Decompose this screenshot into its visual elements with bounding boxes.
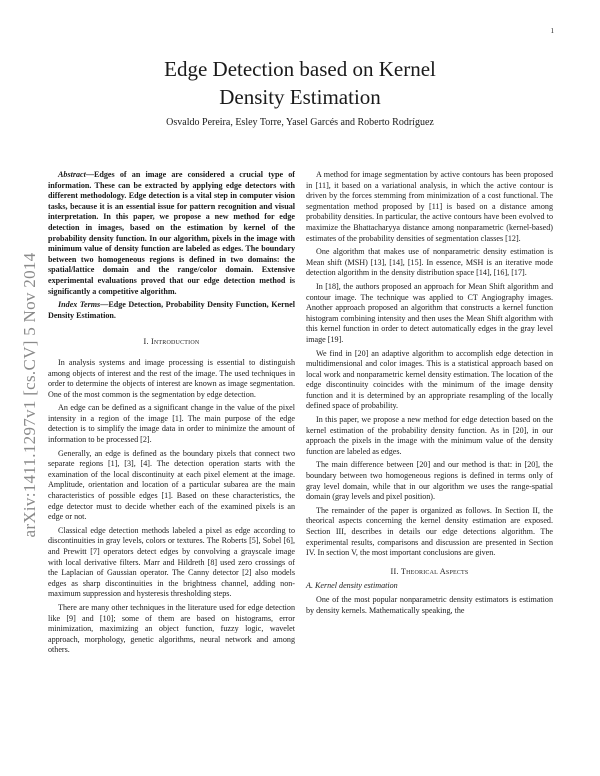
paragraph: Classical edge detection methods labeled a pixel as edge according to discontinuities in gray levels, colors or textures. The Roberts [5], Sobel [6], and Prewitt [7] operators detect edges by convolving a grayscale image with local derivative filters. Marr and Hildreth [8] used zero crossings of the Laplacian of Gaussian operator. The Canny detector [2] also models edges as sharp discontinuities in the brightness channel, adding non-maximum suppression and hysteresis thresholding steps. [48, 525, 295, 599]
title-line-2: Density Estimation [219, 85, 381, 109]
paragraph: A method for image segmentation by active contours has been proposed in [11], it based on a variational analysis, in which the active contour is driven by the forces stemming from minimization of a cost functional. The segmentation method proposed by [11] is based on a distance among probability densities. In particular, the active contours have been evolved to maximize the Bhattacharyya distance among nonparametric (kernel-based) estimates of the probability densities of segmentation classes [12]. [306, 170, 553, 243]
paragraph: In analysis systems and image processing is essential to distinguish among objects of interest and the rest of the image. The used techniques in order to determine the objects of interest are known as image segmentation. One of the most common is the segmentation by edge detection. [48, 357, 295, 399]
index-terms-text: —Edge Detection, Probability Density Function, Kernel Density Estimation. [48, 300, 296, 320]
index-terms-label: Index Terms [58, 300, 101, 310]
section-heading-introduction [48, 337, 295, 348]
paragraph: There are many other techniques in the literature used for edge detection like [9] and [10]; some of them are based on histograms, error minimization, maximizing an object function, fuzzy logic, wavelet approach, morphology, genetic algorithms, neural network and among others. [48, 602, 295, 655]
paragraph: One algorithm that makes use of nonparametric density estimation is Mean shift (MSH) [13], [14], [15]. In essence, MSH is an iterative mode detection algorithm in the density distribution space [14], [16], [17]. [306, 247, 553, 278]
paragraph: In [18], the authors proposed an approach for Mean Shift algorithm and contour image. The technique was applied to CT Angiography images. Another approach proposed an algorithm that constructs a kernel function histogram combining intensity and then uses the Mean Shift algorithm with this kernel function in order to detect automatically edges in the gray level image [19]. [306, 281, 553, 344]
section-number: II. [390, 566, 401, 576]
section-title: Introduction [150, 337, 200, 347]
arxiv-identifier-banner [10, 210, 50, 580]
subsection-heading: A. Kernel density estimation [306, 581, 398, 591]
abstract-label: Abstract [58, 170, 86, 179]
right-column [306, 170, 553, 616]
paragraph: An edge can be defined as a significant change in the value of the pixel intensity in a region of the image [1]. The main purpose of the edge detection is to simplify the image data in order to minimize the amount of information to be processed [2]. [48, 403, 295, 445]
paragraph: In this paper, we propose a new method for edge detection based on the kernel estimation of the probability density function. As in [20], in our approach the pixels in the image with the minimum value of the density function are labeled as edges. [306, 415, 553, 456]
author-list: Osvaldo Pereira, Esley Torre, Yasel Garcés and Roberto Rodríguez [166, 117, 434, 128]
title-line-1: Edge Detection based on Kernel [164, 57, 436, 81]
abstract [48, 170, 295, 297]
arxiv-identifier: arXiv:1411.1297v1 [cs.CV] 5 Nov 2014 [20, 252, 39, 538]
section-heading-theorical-aspects [306, 567, 553, 578]
section-number: I. [143, 337, 151, 347]
left-column [48, 170, 295, 656]
paragraph: We find in [20] an adaptive algorithm to accomplish edge detection in multidimensional and color images. This is a statistical approach based on local work and nonparametric kernel density estimation. The location of the edge discontinuity coincides with the minimum of the image density function and it is determined by an appropriate resampling of the locally defined space of probability. [306, 348, 553, 411]
paragraph: The main difference between [20] and our method is that: in [20], the boundary between two homogeneous regions is defined in terms only of gray level domain, while that in our algorithm we uses the range-spatial domain (gray levels and pixel position). [306, 460, 553, 502]
abstract-text: —Edges of an image are considered a crucial type of information. These can be extracted by applying edge detectors with different methodology. Edge detection is a vital step in computer vision tasks, because it is an essential issue for pattern recognition and visual interpretation. In this paper, we propose a new method for edge detection in images, based on the estimation by kernel of the probability density function. In our algorithm, pixels in the image with minimum value of density function are labeled as edges. The boundary between two homogeneous regions is defined in two domains: the spatial/lattice domain and the range/color domain. Extensive experimental evaluations proved that our edge detection method is significantly a competitive algorithm. [48, 170, 295, 296]
paragraph: The remainder of the paper is organized as follows. In Section II, the theorical aspects concerning the kernel density estimation are exposed. Section III, describes in details our edge detections algorithm. The experimental results, comparisons and discussion are presented in Section IV. In section V, the most important conclusions are given. [306, 505, 553, 558]
page-number: 1 [550, 27, 554, 35]
paper-title [60, 55, 540, 111]
section-title: Theorical Aspects [400, 566, 469, 576]
index-terms [48, 300, 295, 321]
paragraph: Generally, an edge is defined as the boundary pixels that connect two separate regions [1], [3], [4]. The detection operation starts with the examination of the local discontinuity at each pixel element at the image. Amplitude, orientation and location of a particular subarea are the main characteristics of possible edges [1]. Based on these characteristics, the edge detector must to decide whether each of the examined pixels is an edge or not. [48, 448, 295, 522]
paragraph: One of the most popular nonparametric density estimators is estimation by density kernels. Mathematically speaking, the [306, 594, 553, 615]
